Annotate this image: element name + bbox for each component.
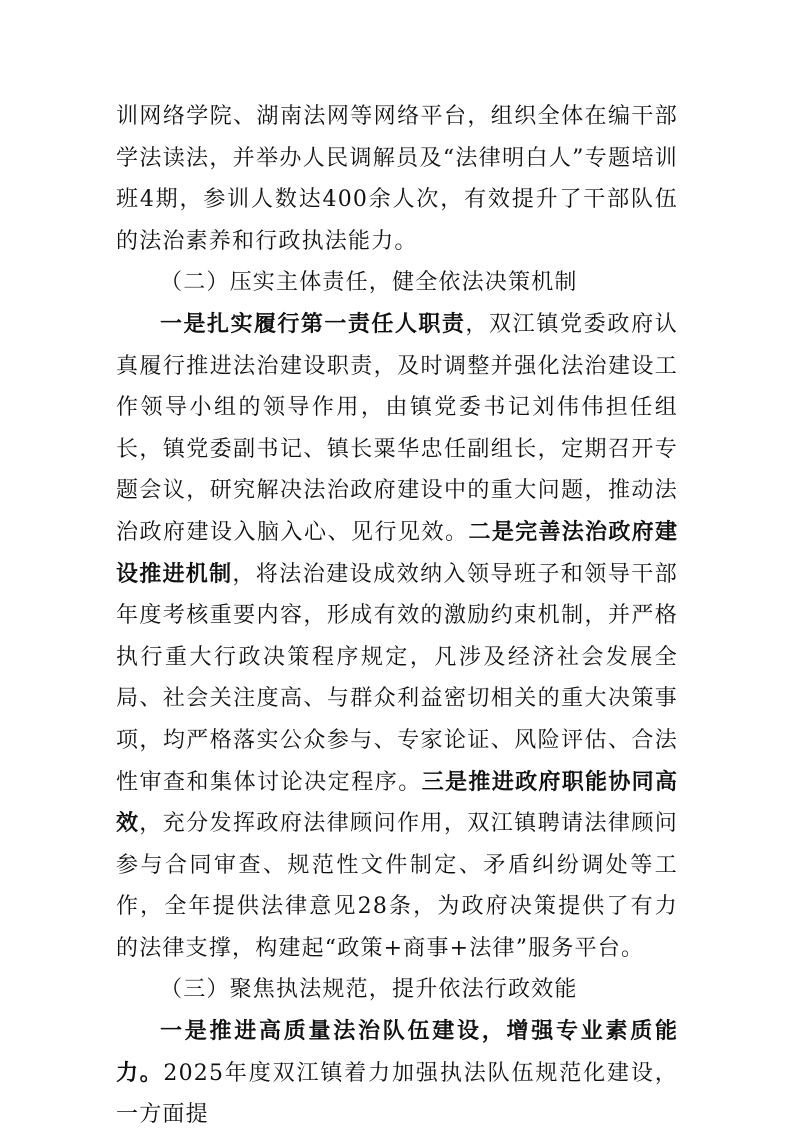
paragraph-text-2: ，将法治建设成效纳入领导班子和领导干部年度考核重要内容，形成有效的激励约束机制，并严格执行重大行政决策程序规定，凡涉及经济社会发展全局、社会关注度高、与群众利益密切相关的重大决策事项，均严格落实公众参与、专家论证、风险评估、合法性审查和集体讨论决定程序。 [116, 561, 678, 795]
paragraph-training: 训网络学院、湖南法网等网络平台，组织全体在编干部学法读法，并举办人民调解员及“法律明白人”专题培训班4期，参训人数达400余人次，有效提升了干部队伍的法治素养和行政执法能力。 [116, 104, 678, 254]
document-body [116, 96, 678, 1136]
bold-lead-4: 一是推进高质量法治队伍建设，增强专业素质能力。 [116, 1019, 678, 1086]
bold-lead-3: 三是推进政府职能协同高效 [116, 769, 678, 837]
paragraph-enforcement [116, 1011, 678, 1136]
paragraph-text-3: ，充分发挥政府法律顾问作用，双江镇聘请法律顾问参与合同审查、规范性文件制定、矛盾纠纷调处等工作，全年提供法律意见28条，为政府决策提供了有力的法律支撑，构建起“政策+商事+法律”服务平台。 [116, 811, 678, 961]
bold-lead-2: 二是完善法治政府建设推进机制 [116, 519, 678, 587]
bold-lead-1: 一是扎实履行第一责任人职责 [160, 311, 466, 337]
section-heading-3: （三）聚焦执法规范，提升依法行政效能 [160, 977, 578, 1003]
section-heading-2: （二）压实主体责任，健全依法决策机制 [160, 270, 578, 296]
paragraph-text-1: ，双江镇党委政府认真履行推进法治建设职责，及时调整并强化法治建设工作领导小组的领导作用，由镇党委书记刘伟伟担任组长，镇党委副书记、镇长粟华忠任副组长，定期召开专题会议，研究解决法治政府建设中的重大问题，推动法治政府建设入脑入心、见行见效。 [116, 311, 678, 545]
paragraph-text-4: 2025年度双江镇着力加强执法队伍规范化建设，一方面提 [116, 1060, 678, 1128]
paragraph-responsibility [116, 304, 678, 970]
